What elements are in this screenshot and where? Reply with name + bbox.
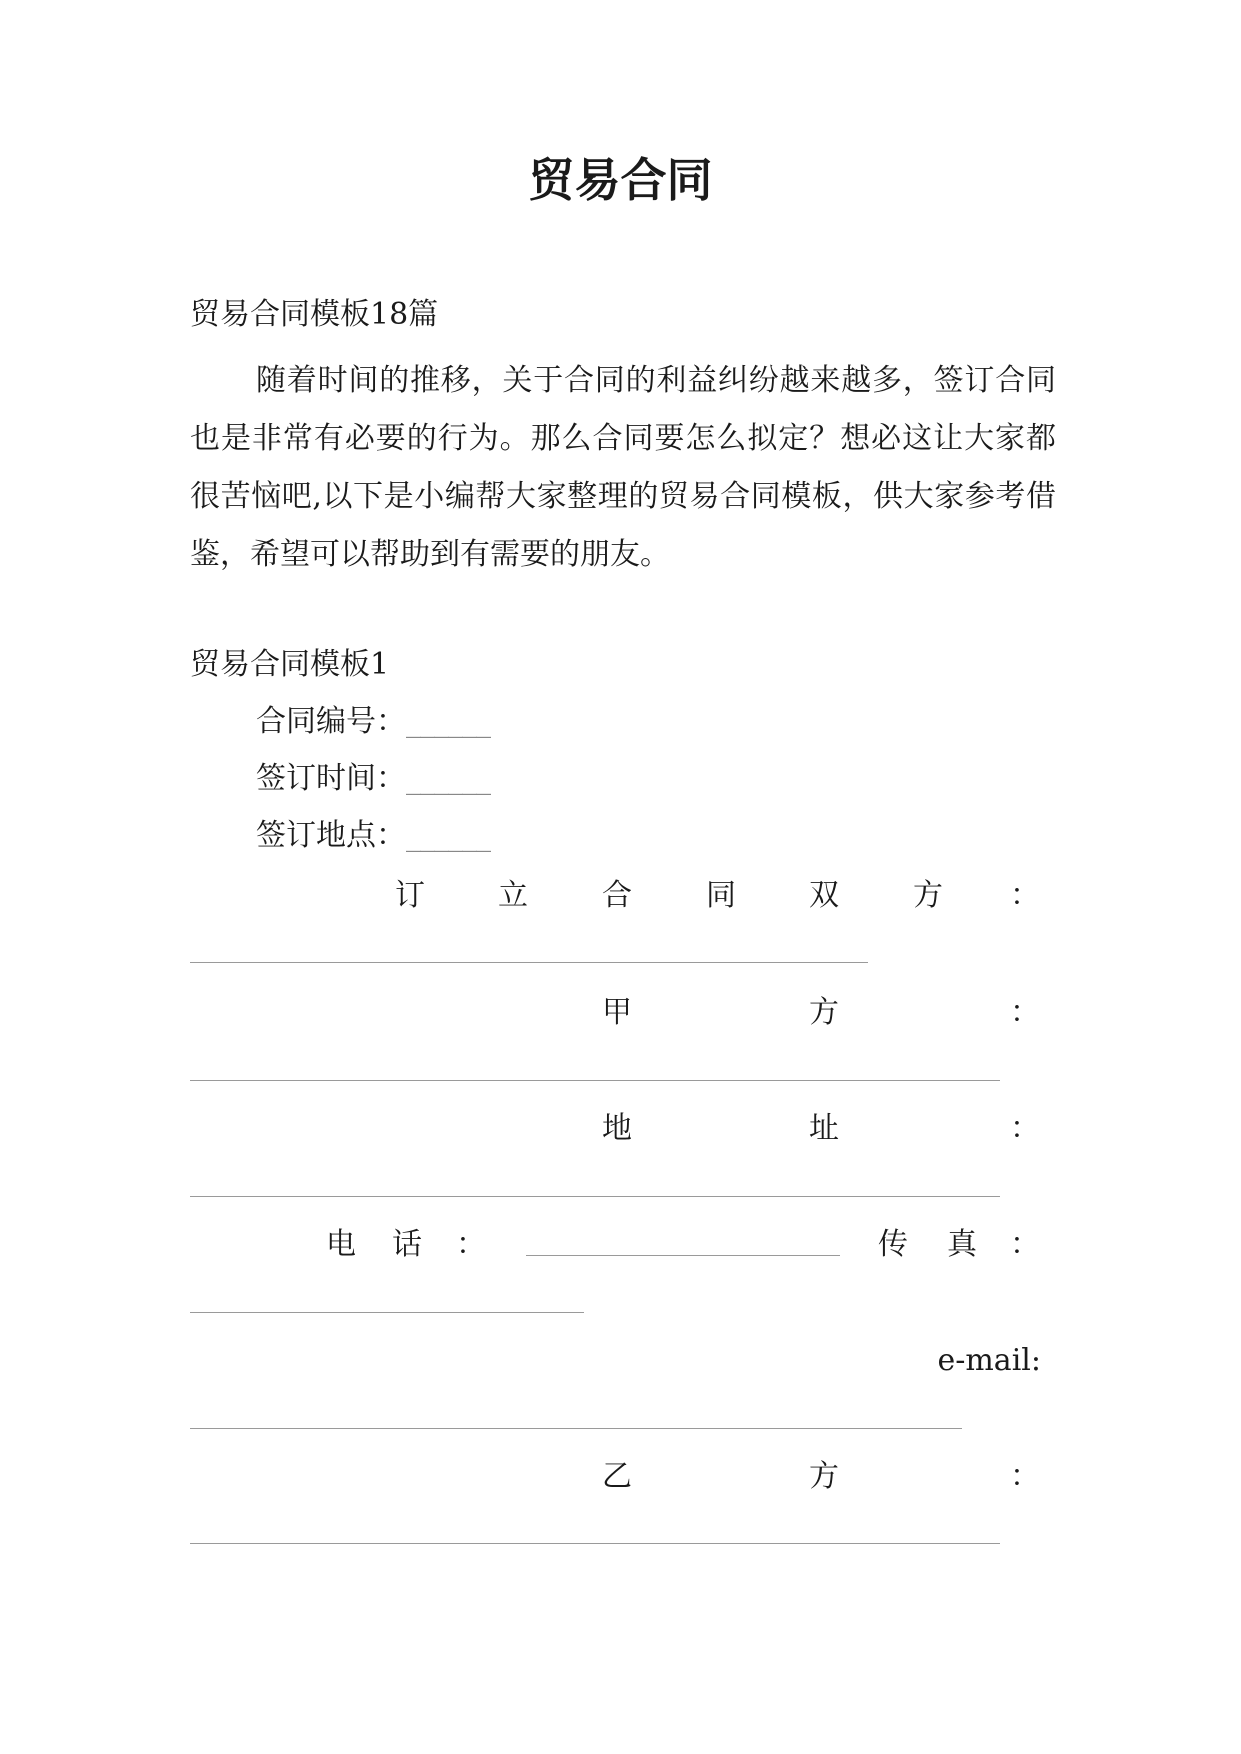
sign-place-blank: ______ [406,818,490,853]
party-a-char: 方 [809,995,839,1030]
fax-char: 传 [878,1227,908,1262]
fill-line [190,1428,962,1429]
sign-time-label: 签订时间： [256,761,406,796]
intro-paragraph: 随着时间的推移，关于合同的利益纠纷越来越多，签订合同也是非常有必要的行为。那么合同要怎么拟定？想必这让大家都很苦恼吧,以下是小编帮大家整理的贸易合同模板，供大家参考借鉴，希望可以帮助到有需要的朋友。 [190,363,1056,572]
party-b-char: 方 [809,1459,839,1494]
phone-fill-line [526,1255,840,1256]
fill-line [190,1080,1000,1081]
phone-char: 电 [326,1227,356,1262]
parties-char: 同 [706,878,736,913]
sign-place-field [256,816,490,856]
contract-number-label: 合同编号： [256,704,406,739]
fax-char: 真 [947,1227,977,1262]
sign-time-blank: ______ [406,761,490,796]
party-b-char: 乙 [602,1459,632,1494]
address-char: 址 [809,1111,839,1146]
party-a-char: 甲 [602,995,632,1030]
email-label: e-mail: [937,1343,1041,1378]
parties-colon: ： [1010,878,1040,913]
parties-char: 合 [602,878,632,913]
sign-place-label: 签订地点： [256,818,406,853]
parties-char: 订 [395,878,425,913]
parties-char: 方 [913,878,943,913]
address-char: 地 [602,1111,632,1146]
sign-time-field [256,759,490,799]
phone-colon: ： [456,1227,486,1262]
contract-number-blank: ______ [406,704,490,739]
fax-colon: ： [1010,1227,1040,1262]
parties-char: 双 [809,878,839,913]
fill-line [190,1543,1000,1544]
section-heading: 贸易合同模板1 [190,647,390,682]
parties-char: 立 [498,878,528,913]
fill-line [190,1312,584,1313]
contract-number-field [256,702,490,742]
phone-char: 话 [392,1227,422,1262]
party-a-colon: ： [1010,995,1040,1030]
party-b-colon: ： [1010,1459,1040,1494]
address-colon: ： [1010,1111,1040,1146]
fill-line [190,962,868,963]
subtitle: 贸易合同模板18篇 [190,297,439,332]
fill-line [190,1196,1000,1197]
document-title: 贸易合同 [528,153,713,207]
